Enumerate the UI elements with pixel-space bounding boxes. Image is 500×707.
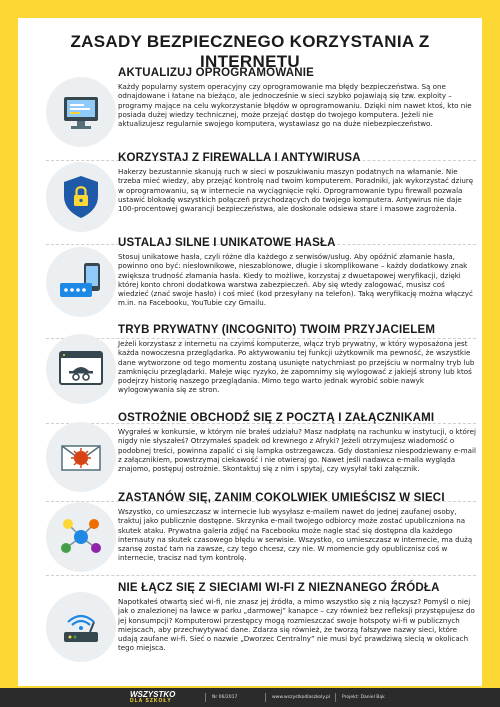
section-body: Hakerzy bezustannie skanują ruch w sieci w poszukiwaniu maszyn podatnych na włamanie. Nie trzeba mieć wiedzy, aby przejąć kontrolę nad twoim komputerem. Poradniki, jak wykorzystać dziurę w oprogramowaniu, są w internecie na wyciągnięcie ręki. Oprogramowanie typu firewall pozwala ustawić blokadę wszystkich połączeń przychodzących do twojego komputera. Antywirus nie daje 100-procentowej gwarancji bezpieczeństwa, ale doskonale odsiewa stare i masowe zagrożenia. (118, 167, 474, 214)
monitor-update-icon (46, 77, 116, 147)
section-heading: NIE ŁĄCZ SIĘ Z SIECIAMI WI-FI Z NIEZNANEGO ŹRÓDŁA (118, 582, 440, 594)
section-body: Stosuj unikatowe hasła, czyli różne dla każdego z serwisów/usług. Aby opóźnić złamanie hasła, powinno ono być: niesłownikowe, nieszablonowe, długie i skomplikowane – każdy dodatkowy znak zwiększa trudność złamania hasła. Kiedy to możliwe, korzystaj z dwuetapowej weryfikacji, dzięki której konto chroni dodatkowa warstwa zabezpieczeń. Aby się wtedy zalogować, musisz coś wiedzieć (znać swoje hasło) i coś mieć (kod przesyłany na telefon). Taką weryfikację można włączyć m.in. na Facebooku, YouTubie czy Gmailu. (118, 252, 473, 308)
incognito-browser-icon (46, 334, 116, 404)
shield-lock-icon (46, 162, 116, 232)
footer-separator (205, 693, 206, 702)
footer-separator (335, 693, 336, 702)
section-heading: USTALAJ SILNE I UNIKATOWE HASŁA (118, 237, 336, 249)
footer-project: Projekt: Daniel Bąk (342, 695, 385, 700)
section-heading: ZASTANÓW SIĘ, ZANIM COKOLWIEK UMIEŚCISZ W SIECI (118, 492, 445, 504)
password-phone-icon (46, 247, 116, 317)
footer-url[interactable]: www.wszystkodlaszkoly.pl (272, 695, 330, 700)
section-body: Każdy popularny system operacyjny czy oprogramowanie ma błędy bezpieczeństwa. Są one odnajdowane i łatane na bieżąco, ale jednocześnie w sieci szybko pojawiają się tzw. exploity – programy mające na celu wykorzystanie błędów w oprogramowaniu. Dzięki nim nawet ktoś, kto nie posiada dużej wiedzy technicznej, może przejąć dostęp do twojego komputera. Jeżeli nie aktualizujesz regularnie swojego komputera, wystawiasz go na duże niebezpieczeństwo. (118, 82, 472, 129)
footer-bar (0, 688, 500, 707)
virus-mail-icon (46, 422, 116, 492)
social-network-icon (46, 502, 116, 572)
footer-separator (265, 693, 266, 702)
section-body: Wygrałeś w konkursie, w którym nie brałeś udziału? Masz nadpłatę na rachunku w instytucji, o której nigdy nie słyszałeś? Otrzymałeś spadek od krewnego z Afryki? Jeżeli otrzymujesz wiadomość o podobnej treści, powinna zapalić ci się lampka ostrzegawcza. Gdy dostaniesz niespodziewany e-mail z załącznikiem, powstrzymaj ciekawość i nie otwieraj go. Nawet jeśli nadawca e-maila wygląda znajomo, postępuj ostrożnie. Skontaktuj się z nim i spytaj, czy wysyłał taki załącznik. (118, 427, 476, 474)
section-heading: TRYB PRYWATNY (INCOGNITO) TWOIM PRZYJACIELEM (118, 324, 436, 336)
section-body: Wszystko, co umieszczasz w internecie lub wysyłasz e-mailem nawet do jednej zaufanej osoby, traktuj jako publicznie dostępne. Skrzynka e-mail twojego odbiorcy może zostać upubliczniona na skutek ataku. Prywatna galeria zdjęć na Facebooku może nagle stać się dostępna dla każdego internauty na skutek czasowego błędu w serwisie. Wszystko, co umieszczasz w internecie, ma dużą szansę zostać tam na zawsze, czy tego chcesz, czy nie. W momencie gdy opublicznisz coś w internecie, tracisz nad tym kontrolę. (118, 507, 473, 563)
section-heading: AKTUALIZUJ OPROGRAMOWANIE (118, 67, 315, 79)
brand-logo: WSZYSTKO DLA SZKOŁY (130, 690, 176, 704)
section-body: Jeżeli korzystasz z internetu na czyimś komputerze, włącz tryb prywatny, w który wyposażona jest każda nowoczesna przeglądarka. Po aktywowaniu tej funkcji użytkownik ma pewność, że wszystkie dane wytworzone od tego momentu zostaną usunięte natychmiast po przejściu w normalny tryb lub zamknięciu przeglądarki. Małeje więc ryzyko, że zapomnimy się wylogować z jakiejś strony lub ktoś podejrzy historię naszego przeglądania. Mimo tego warto jednak wyrobić sobie nawyk wylogowywania się ze stron. (118, 339, 475, 395)
section-divider (46, 575, 476, 576)
page-title: ZASADY BEZPIECZNEGO KORZYSTANIA Z INTERNETU (70, 32, 430, 71)
section-body: Napotkałeś otwartą sieć wi-fi, nie znasz jej źródła, a mimo wszystko się z nią łączysz? Pomyśl o niej jak o znalezionej na ławce w parku „darmowej” kanapce – czy również bez refleksji przystępujesz do jej konsumpcji? Komputerowi przestępcy mogą rozmieszczać swoje hotspoty wi-fi w publicznych miejscach, aby przechwytywać dane. Zdarza się również, że tworzą fałszywe nazwy sieci, które udają zaufane wi-fi. Sieć o nazwie „Dworzec Centralny” nie musi być prawdziwą siecią w okolicach tego miejsca. (118, 597, 475, 653)
footer-issue: Nr 06/2017 (212, 695, 238, 700)
poster-sheet (18, 18, 482, 686)
wifi-router-icon (46, 592, 116, 662)
section-heading: OSTROŻNIE OBCHODŹ SIĘ Z POCZTĄ I ZAŁĄCZNIKAMI (118, 412, 435, 424)
section-heading: KORZYSTAJ Z FIREWALLA I ANTYWIRUSA (118, 152, 361, 164)
